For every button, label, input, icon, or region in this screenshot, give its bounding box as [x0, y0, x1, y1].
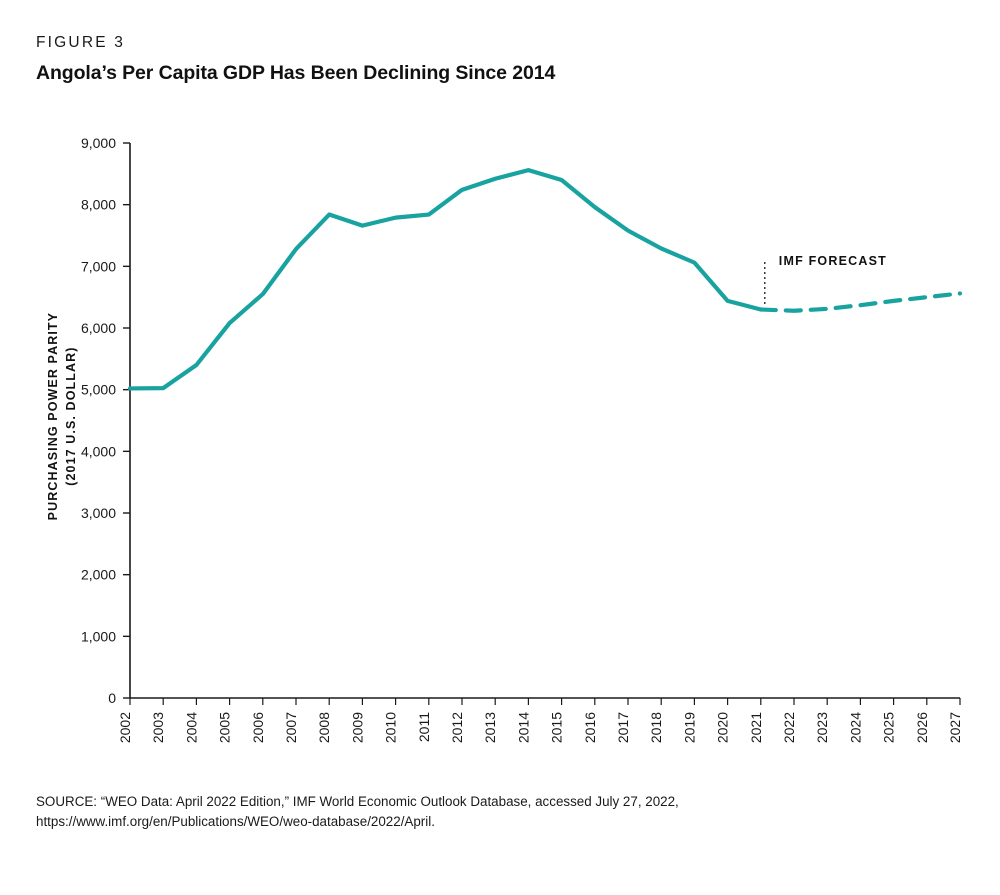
- y-tick-label: 4,000: [80, 443, 116, 460]
- x-tick-group: [117, 698, 963, 743]
- x-tick-label: 2016: [581, 712, 598, 744]
- x-tick-label: 2006: [249, 712, 266, 744]
- x-tick-label: 2011: [415, 712, 432, 743]
- y-tick-label: 7,000: [80, 258, 116, 275]
- series-line: [130, 170, 761, 388]
- forecast-annotation-label: IMF FORECAST: [778, 254, 887, 268]
- x-tick-label: 2007: [283, 712, 299, 744]
- source-note: [36, 792, 936, 832]
- series-group: [130, 170, 960, 388]
- x-tick-label: 2021: [747, 712, 764, 744]
- x-tick-label: 2009: [349, 712, 366, 744]
- x-tick-label: 2014: [515, 712, 532, 744]
- y-axis-title-line2: (2017 U.S. DOLLAR): [64, 346, 78, 486]
- y-axis-title-line1: PURCHASING POWER PARITY: [45, 311, 60, 521]
- y-tick-label: 9,000: [80, 135, 116, 151]
- x-tick-label: 2017: [615, 712, 631, 744]
- x-tick-label: 2003: [150, 712, 167, 744]
- y-tick-label: 6,000: [80, 320, 116, 336]
- line-chart: [0, 110, 1000, 770]
- source-line-2: https://www.imf.org/en/Publications/WEO/weo-database/2022/April.: [36, 814, 435, 830]
- x-tick-label: 2013: [482, 712, 499, 744]
- x-tick-label: 2008: [316, 712, 333, 744]
- x-tick-label: 2002: [117, 712, 133, 744]
- source-line-1: SOURCE: “WEO Data: April 2022 Edition,” IMF World Economic Outlook Database, accessed July 27, 2022,: [36, 794, 679, 809]
- series-line: [761, 293, 960, 310]
- figure-title: Angola’s Per Capita GDP Has Been Declining Since 2014: [36, 62, 556, 84]
- x-tick-label: 2027: [947, 712, 963, 744]
- y-tick-label: 0: [108, 690, 116, 706]
- x-tick-label: 2022: [781, 712, 797, 744]
- x-tick-label: 2010: [382, 712, 399, 744]
- figure-label: FIGURE 3: [36, 34, 126, 51]
- x-tick-label: 2018: [648, 712, 665, 744]
- x-tick-label: 2025: [880, 712, 897, 744]
- y-axis-title: [44, 206, 80, 626]
- x-tick-label: 2004: [183, 712, 200, 744]
- y-tick-label: 3,000: [80, 505, 116, 521]
- x-tick-label: 2026: [913, 712, 930, 744]
- chart-area: [0, 110, 1000, 770]
- y-tick-label: 8,000: [80, 196, 116, 213]
- x-tick-label: 2019: [681, 712, 698, 744]
- x-tick-label: 2020: [714, 712, 731, 744]
- x-tick-label: 2005: [216, 712, 233, 744]
- x-tick-label: 2015: [548, 712, 565, 744]
- annotation-group: [765, 254, 887, 306]
- y-tick-label: 1,000: [80, 628, 116, 645]
- x-tick-label: 2012: [449, 712, 465, 744]
- x-tick-label: 2024: [847, 712, 864, 744]
- y-tick-label: 5,000: [80, 381, 116, 398]
- y-tick-group: [81, 135, 130, 706]
- x-tick-label: 2023: [814, 712, 831, 744]
- y-tick-label: 2,000: [80, 566, 116, 583]
